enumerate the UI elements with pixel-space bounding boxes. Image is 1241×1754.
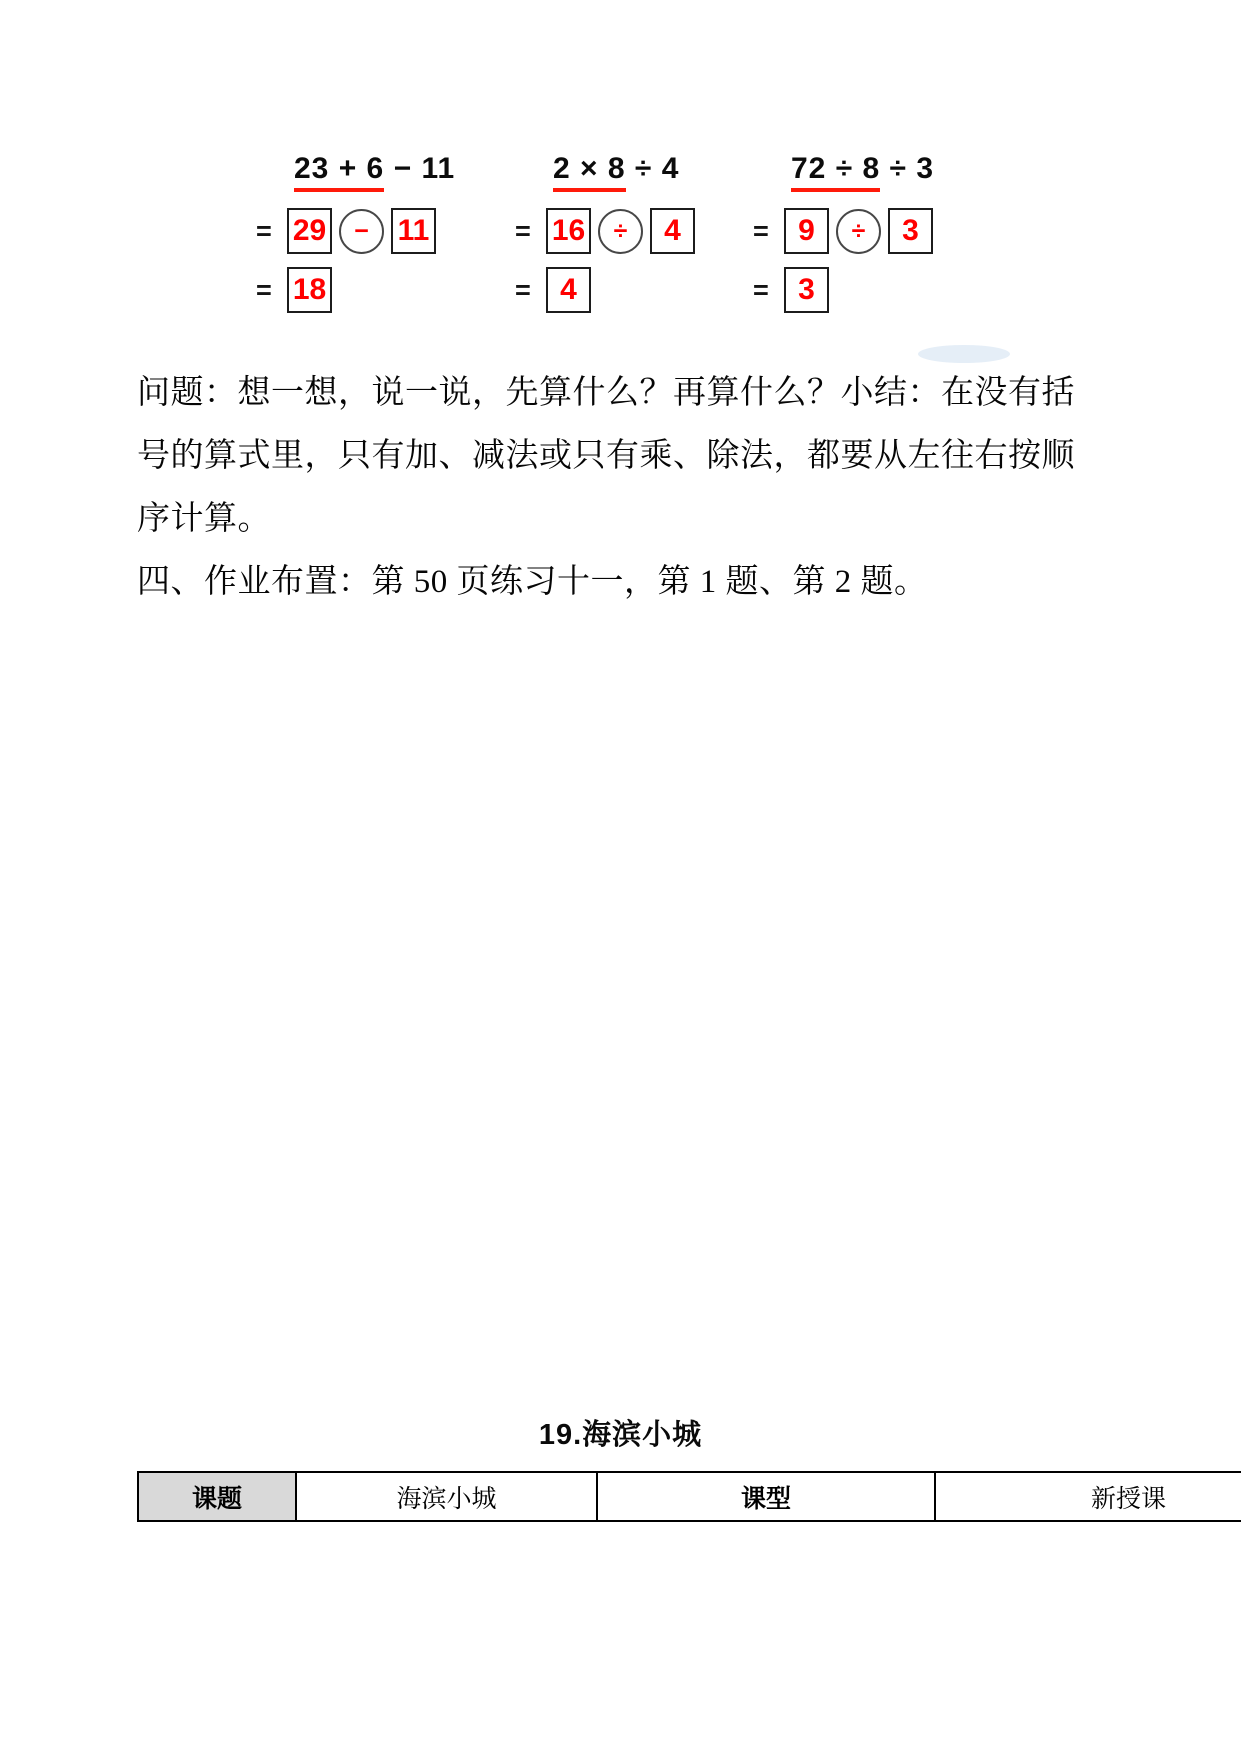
expression-column-3 — [753, 152, 934, 314]
equals-sign: = — [515, 274, 531, 305]
result-row — [256, 266, 455, 314]
expression-column-2 — [515, 152, 695, 314]
underlined-term: 72 ÷ 8 — [791, 152, 880, 192]
watermark-arc — [918, 345, 1010, 363]
expression-header — [294, 152, 455, 192]
paragraph-line: 序计算。 — [137, 501, 271, 537]
operand-box: 16 — [546, 208, 591, 254]
expression-column-1 — [256, 152, 455, 314]
header-rest: ÷ 3 — [880, 152, 935, 185]
equals-sign: = — [256, 215, 272, 246]
step-row — [515, 207, 695, 255]
operator-circle: ÷ — [598, 209, 643, 254]
header-rest: − 11 — [384, 152, 456, 185]
operand-box: 29 — [287, 208, 332, 254]
operand-box: 3 — [888, 208, 933, 254]
math-worksheet — [0, 0, 1241, 340]
lesson-info-table — [137, 1471, 1241, 1522]
operand-box: 11 — [391, 208, 436, 254]
step-row — [753, 207, 934, 255]
cell-type-label: 课型 — [598, 1473, 936, 1520]
header-rest: ÷ 4 — [625, 152, 680, 185]
underlined-term: 2 × 8 — [553, 152, 626, 192]
step-row — [256, 207, 455, 255]
body-text — [137, 362, 1147, 614]
cell-topic-value: 海滨小城 — [297, 1473, 598, 1520]
equals-sign: = — [753, 274, 769, 305]
assignment-line: 四、作业布置：第 50 页练习十一，第 1 题、第 2 题。 — [137, 564, 928, 600]
result-row — [515, 266, 695, 314]
operator-circle: ÷ — [836, 209, 881, 254]
equals-sign: = — [753, 215, 769, 246]
underlined-term: 23 + 6 — [294, 152, 384, 192]
operand-box: 9 — [784, 208, 829, 254]
equals-sign: = — [256, 274, 272, 305]
lesson-heading: 19.海滨小城 — [538, 1419, 703, 1451]
result-box: 3 — [784, 267, 829, 313]
expression-header — [553, 152, 695, 192]
cell-type-value: 新授课 — [1090, 1485, 1166, 1513]
result-box: 4 — [546, 267, 591, 313]
cell-topic-label: 课题 — [139, 1473, 297, 1520]
result-row — [753, 266, 934, 314]
result-box: 18 — [287, 267, 332, 313]
operand-box: 4 — [650, 208, 695, 254]
expression-header — [791, 152, 934, 192]
equals-sign: = — [515, 215, 531, 246]
operator-circle: − — [339, 209, 384, 254]
paragraph-line: 问题：想一想，说一说，先算什么？再算什么？小结：在没有括 — [137, 375, 1075, 411]
paragraph-line: 号的算式里，只有加、减法或只有乘、除法，都要从左往右按顺 — [137, 438, 1075, 474]
